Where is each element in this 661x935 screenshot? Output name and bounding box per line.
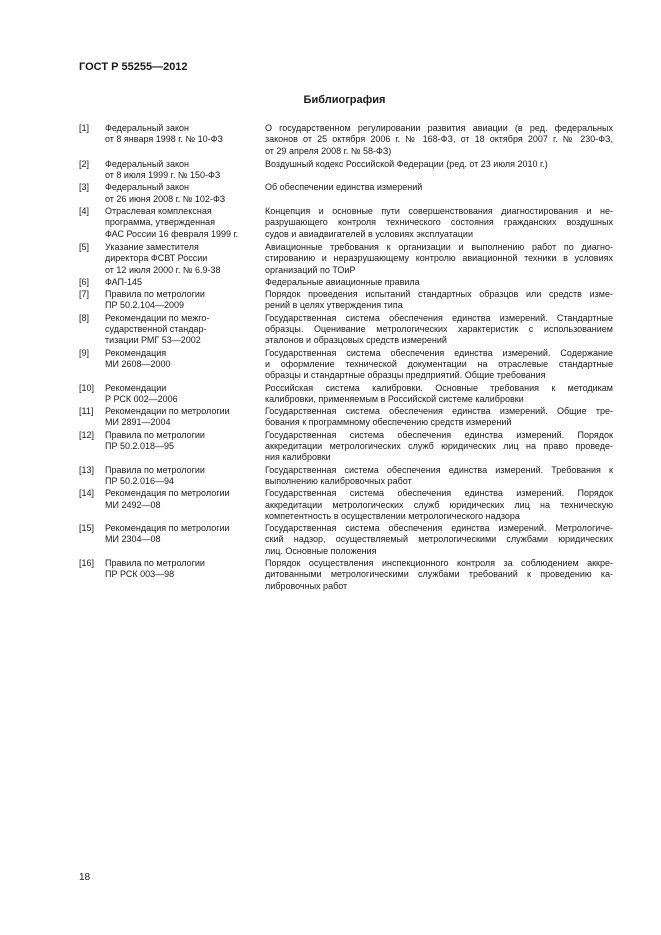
entry-title-line: компетентность в осуществлении метрологического надзора [265,510,520,521]
entry-title-line: калибровки, применяемым в Российской системе калибровки [265,393,524,404]
entry-source-line: МИ 2608—2000 [105,358,171,369]
entry-source [105,488,265,522]
entry-title-line: аккредитации метрологических служб юридических лиц на право проведе- [265,441,613,452]
entry-title [265,277,613,288]
entry-source [105,182,265,205]
bibliography-entry [79,159,613,182]
entry-number: [6] [79,276,90,287]
entry-title [265,430,613,464]
entry-title-line: Воздушный кодекс Российской Федерации (ред. от 23 июля 2010 г.) [265,158,548,169]
entry-source [105,406,265,429]
entry-source [105,430,265,464]
entry-source [105,289,265,312]
entry-source-line: Рекомендация [105,347,167,358]
entry-source-line: тизации РМГ 53—2002 [105,335,201,346]
entry-title-line: Государственная система обеспечения единства измерений. Стандартные [265,312,613,323]
entry-source-line: Указание заместителя [105,241,199,252]
entry-title [265,159,613,182]
bibliography-entry [79,488,613,522]
bibliography-list [79,123,613,592]
entry-source-line: Федеральный закон [105,123,189,133]
entry-title-line: Государственная система обеспечения единства измерений. Требования к [265,464,613,475]
entry-number: [13] [79,464,95,475]
entry-source-line: Рекомендация по метрологии [105,523,230,534]
entry-number: [1] [79,123,90,133]
entry-source-line: директора ФСВТ России [105,253,208,264]
entry-title-line: разрушающего контроля технического состояния гражданских воздушных [265,217,613,228]
entry-number: [14] [79,488,95,499]
entry-title-line: аккредитации метрологических служб юридических лиц на техническую [265,499,613,510]
entry-title [265,406,613,429]
entry-title [265,558,613,592]
page-number: 18 [79,872,91,883]
entry-title [265,383,613,406]
entry-title-line: дитованными метрологическими службами требований к проведению ка- [265,569,613,580]
entry-title [265,123,613,157]
entry-title [265,289,613,312]
entry-source-line: ПР 50.2.018—95 [105,441,175,452]
entry-source-line: Правила по метрологии [105,464,205,475]
entry-title-line: ния калибровки [265,452,331,463]
bibliography-entry [79,430,613,464]
entry-title-line: организаций по ТОиР [265,264,356,275]
entry-title-line: Государственная система обеспечения единства измерений. Порядок [265,429,613,440]
entry-number: [9] [79,347,90,358]
entry-number: [10] [79,382,95,393]
entry-title-line: эталонов и образцовых средств измерений [265,335,447,346]
entry-number: [11] [79,406,94,417]
entry-number: [15] [79,523,95,534]
entry-source-line: ПР 50.2.104—2009 [105,300,185,311]
entry-source-line: ФАП-145 [105,276,143,287]
entry-source-line: ПР 50.2.016—94 [105,475,175,486]
entry-title-line: стированию и неразрушающему контролю авиационной техники в условиях [265,253,613,264]
bibliography-entry [79,182,613,205]
entry-number: [5] [79,241,90,252]
entry-title-line: выполнению калибровочных работ [265,475,412,486]
entry-title-line: Государственная система обеспечения единства измерений. Порядок [265,488,613,499]
entry-title-line: Порядок осуществления инспекционного контроля за соблюдением аккре- [265,557,613,568]
entry-title-line: либровочных работ [265,580,348,591]
entry-number: [4] [79,206,90,217]
entry-title-line: законов от 25 октября 2006 г. № 168-ФЗ, от 18 октября 2007 г. № 230-ФЗ, [265,134,613,145]
entry-source-line: МИ 2891—2004 [105,417,171,428]
entry-title-line: Авиационные требования к организации и выполнению работ по диагно- [265,241,613,252]
entry-title-line: Российская система калибровки. Основные требования к методикам [265,382,613,393]
bibliography-entry [79,289,613,312]
bibliography-entry [79,277,613,288]
entry-source-line: от 26 июня 2008 г. № 102-ФЗ [105,193,226,204]
entry-title [265,206,613,240]
entry-source-line: Отраслевая комплексная [105,206,212,217]
entry-title-line: Государственная система обеспечения единства измерений. Метрологиче- [265,523,613,534]
entry-source-line: Правила по метрологии [105,289,205,300]
document-code: ГОСТ Р 55255—2012 [79,61,188,73]
entry-title [265,465,613,488]
entry-source-line: Рекомендация по метрологии [105,488,230,499]
entry-source-line: от 12 июля 2000 г. № 6.9-38 [105,264,221,275]
entry-source-line: Федеральный закон [105,158,189,169]
bibliography-entry [79,383,613,406]
entry-source-line: Федеральный закон [105,182,189,193]
entry-title [265,488,613,522]
entry-source-line: МИ 2304—08 [105,534,161,545]
entry-number: [12] [79,429,95,440]
entry-number: [2] [79,158,90,169]
entry-title-line: и оформление технической документации на отраслевые стандартные [265,358,613,369]
entry-source-line: Рекомендации [105,382,167,393]
entry-title-line: О государственном регулировании развития авиации (в ред. федеральных [265,123,613,133]
entry-source [105,159,265,182]
entry-title [265,523,613,557]
entry-source-line: Рекомендации по межго- [105,312,210,323]
entry-source [105,465,265,488]
entry-source-line: Правила по метрологии [105,557,205,568]
entry-title [265,182,613,205]
bibliography-entry [79,206,613,240]
entry-title [265,242,613,276]
entry-source-line: сударственной стандар- [105,324,207,335]
entry-title-line: бования к программному обеспечению средств измерений [265,417,512,428]
entry-title-line: ский надзор, осуществляемый метрологическими службами юридических [265,534,613,545]
bibliography-entry [79,348,613,382]
bibliography-entry [79,465,613,488]
entry-source-line: ФАС России 16 февраля 1999 г. [105,228,239,239]
entry-title-line: Порядок проведения испытаний стандартных образцов или средств изме- [265,289,613,300]
entry-title-line: рений в целях утверждения типа [265,300,403,311]
entry-source-line: программа, утвержденная [105,217,215,228]
entry-title-line: образцы и стандартные образцы предприятий. Общие требования [265,370,546,381]
section-title: Библиография [303,94,386,106]
entry-source [105,123,265,157]
entry-title-line: судов и авиадвигателей в условиях эксплуатации [265,228,473,239]
entry-title [265,313,613,347]
entry-source-line: Р РСК 002—2006 [105,393,178,404]
entry-title [265,348,613,382]
entry-source-line: от 8 июля 1999 г. № 150-ФЗ [105,170,221,181]
entry-title-line: Об обеспечении единства измерений [265,182,423,193]
entry-source-line: ПР РСК 003—98 [105,569,175,580]
entry-source [105,277,265,288]
entry-title-line: образцы. Оценивание метрологических характеристик с использованием [265,324,613,335]
entry-source [105,523,265,557]
bibliography-entry [79,123,613,157]
entry-title-line: от 29 апреля 2008 г. № 58-ФЗ) [265,145,392,156]
entry-number: [8] [79,312,90,323]
bibliography-entry [79,313,613,347]
entry-source [105,348,265,382]
entry-source-line: МИ 2492—08 [105,499,161,510]
entry-source-line: Рекомендации по метрологии [105,406,230,417]
entry-source [105,558,265,592]
entry-source-line: от 8 января 1998 г. № 10-ФЗ [105,134,223,145]
entry-title-line: лиц. Основные положения [265,545,377,556]
entry-title-line: Федеральные авиационные правила [265,276,420,287]
entry-number: [16] [79,557,95,568]
entry-source-line: Правила по метрологии [105,429,205,440]
entry-number: [7] [79,289,90,300]
entry-title-line: Концепция и основные пути совершенствования диагностирования и не- [265,206,613,217]
entry-title-line: Государственная система обеспечения единства измерений. Общие тре- [265,406,613,417]
entry-number: [3] [79,182,90,193]
entry-title-line: Государственная система обеспечения единства измерений. Содержание [265,347,613,358]
bibliography-entry [79,558,613,592]
entry-source [105,242,265,276]
bibliography-entry [79,406,613,429]
entry-source [105,313,265,347]
bibliography-entry [79,242,613,276]
entry-source [105,383,265,406]
bibliography-entry [79,523,613,557]
entry-source [105,206,265,240]
